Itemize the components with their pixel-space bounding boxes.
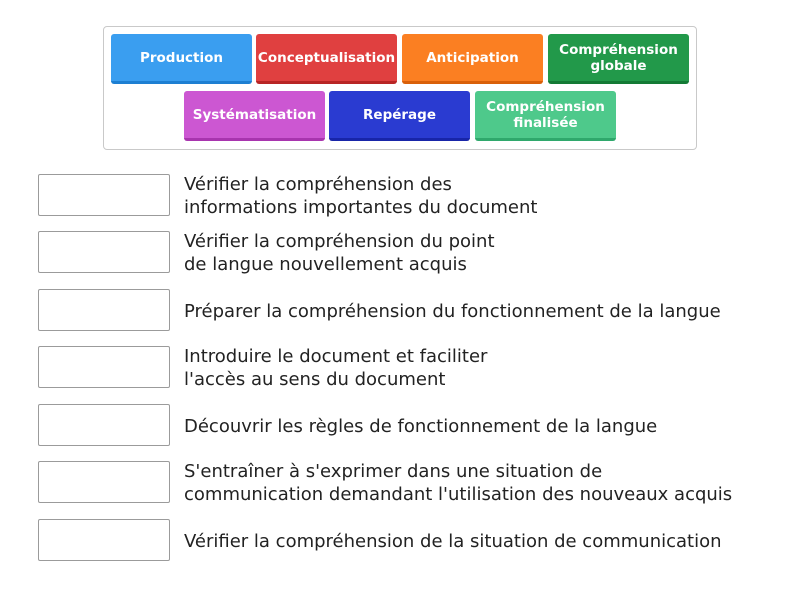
tile-comprehension-finalisee[interactable]: Compréhension finalisée [475, 91, 616, 141]
target-label: Introduire le document et faciliter l'accès au sens du document [184, 346, 488, 390]
tile-comprehension-globale[interactable]: Compréhension globale [548, 34, 689, 84]
match-row [38, 174, 778, 218]
drop-box[interactable] [38, 174, 170, 216]
target-label: Vérifier la compréhension de la situation de communication [184, 530, 722, 552]
tile-bank [103, 26, 697, 150]
match-row [38, 346, 778, 390]
tile-anticipation[interactable]: Anticipation [402, 34, 543, 84]
match-row [38, 289, 778, 333]
match-row [38, 461, 778, 505]
target-label: Découvrir les règles de fonctionnement de la langue [184, 415, 658, 437]
target-label: S'entraîner à s'exprimer dans une situation de communication demandant l'utilisation des nouveaux acquis [184, 461, 733, 505]
match-row [38, 404, 778, 448]
tile-conceptualisation[interactable]: Conceptualisation [256, 34, 397, 84]
drop-box[interactable] [38, 519, 170, 561]
match-row [38, 231, 778, 275]
target-label: Préparer la compréhension du fonctionnement de la langue [184, 300, 721, 322]
drop-box[interactable] [38, 461, 170, 503]
drop-box[interactable] [38, 231, 170, 273]
drop-box[interactable] [38, 289, 170, 331]
match-row [38, 519, 778, 563]
tile-production[interactable]: Production [111, 34, 252, 84]
drop-box[interactable] [38, 346, 170, 388]
tile-reperage[interactable]: Repérage [329, 91, 470, 141]
target-label: Vérifier la compréhension du point de langue nouvellement acquis [184, 231, 495, 275]
tile-systematisation[interactable]: Systématisation [184, 91, 325, 141]
drop-box[interactable] [38, 404, 170, 446]
target-label: Vérifier la compréhension des informations importantes du document [184, 174, 538, 218]
